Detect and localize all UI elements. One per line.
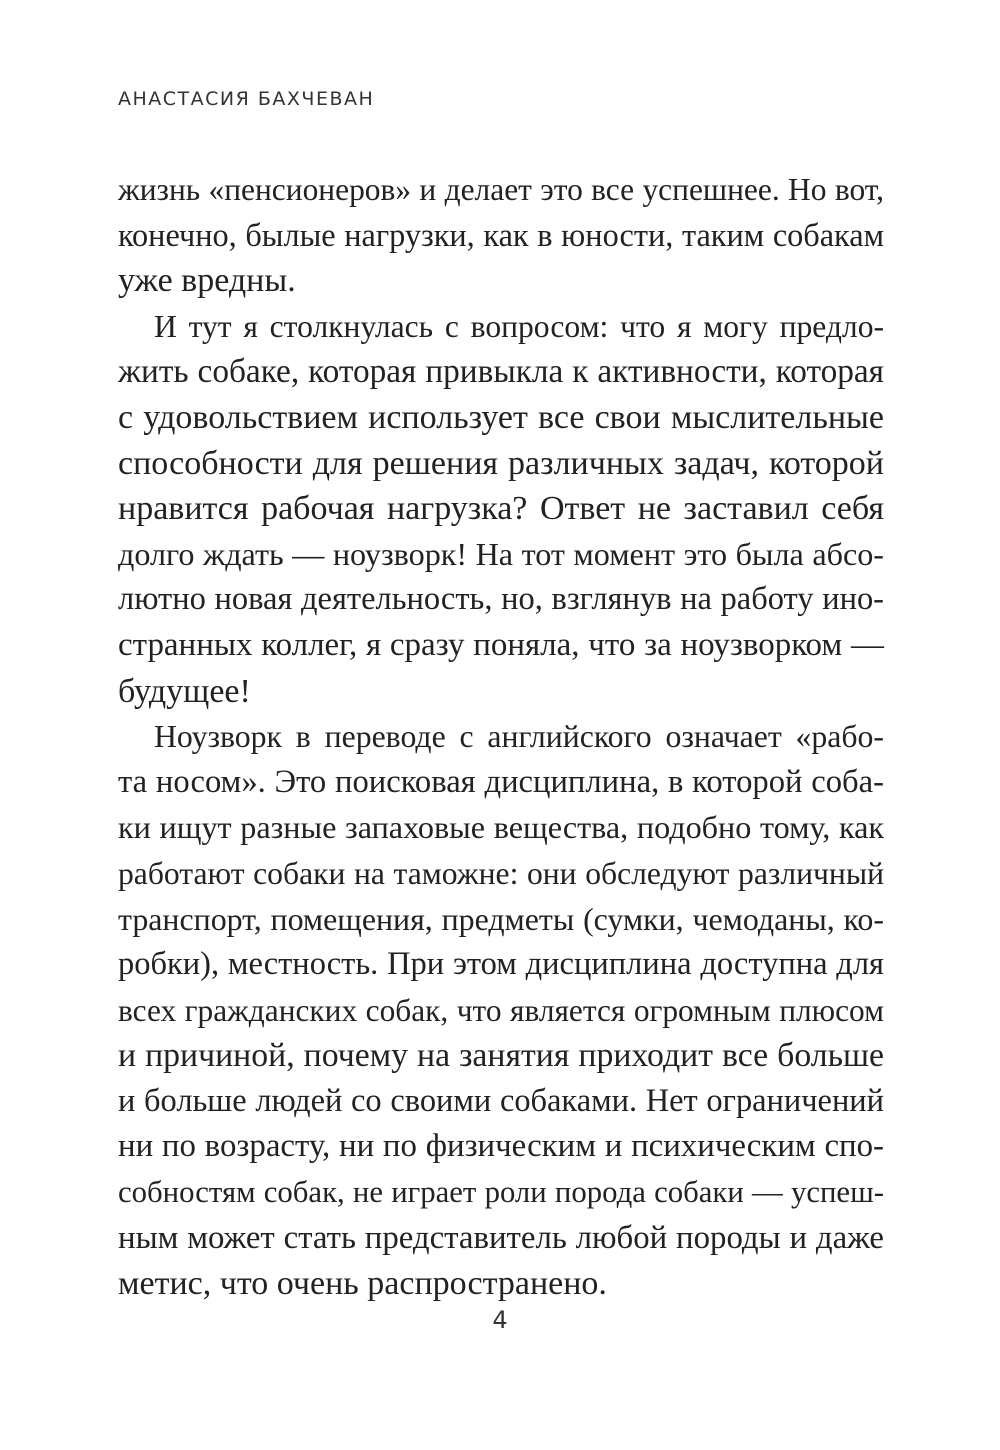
text-line: работают собаки на таможне: они обследуют различный: [118, 855, 884, 891]
text-line: конечно, былые нагрузки, как в юности, таким собакам: [118, 216, 884, 253]
text-line: всех гражданских собак, что является огромным плюсом: [118, 992, 884, 1028]
text-line: ным может стать представитель любой породы и даже: [118, 1219, 884, 1256]
text-line: нравится рабочая нагрузка? Ответ не заставил себя: [118, 490, 884, 528]
text-line: робки), местность. При этом дисциплина доступна для: [118, 946, 884, 983]
paragraph-2: [118, 304, 884, 714]
paragraph-1: [118, 167, 884, 304]
text-line: метис, что очень распространено.: [118, 1265, 607, 1303]
text-line: будущее!: [118, 672, 251, 710]
text-line: И тут я столкнулась с вопросом: что я могу предло-: [154, 308, 884, 344]
text-line: жить собаке, которая привыкла к активности, которая: [118, 353, 884, 391]
text-line: с удовольствием использует все свои мыслительные: [118, 398, 884, 436]
text-line: Ноузворк в переводе с английского означает «рабо-: [154, 719, 884, 755]
text-line: и причиной, почему на занятия приходит все больше: [118, 1037, 884, 1075]
text-line: та носом». Это поисковая дисциплина, в которой соба-: [118, 763, 884, 800]
paragraph-3: [118, 714, 884, 1307]
text-line: уже вредны.: [118, 262, 296, 300]
text-line: лютно новая деятельность, но, взглянув на работу ино-: [118, 581, 884, 618]
text-line: способности для решения различных задач, которой: [118, 444, 884, 482]
running-head-author: АНАСТАСИЯ БАХЧЕВАН: [118, 88, 375, 110]
text-line: долго ждать — ноузворк! На тот момент это была абсо-: [118, 535, 884, 572]
text-line: странных коллег, я сразу поняла, что за ноузворком —: [118, 626, 884, 663]
page-number: 4: [492, 1306, 508, 1334]
text-line: ни по возрасту, ни по физическим и психическим спо-: [118, 1128, 884, 1165]
body-text: [118, 167, 884, 1307]
text-line: ки ищут разные запаховые вещества, подобно тому, как: [118, 809, 884, 846]
text-line: транспорт, помещения, предметы (сумки, чемоданы, ко-: [118, 901, 884, 937]
text-line: собностям собак, не играет роли порода собаки — успеш-: [118, 1175, 884, 1210]
text-line: жизнь «пенсионеров» и делает это все успешнее. Но вот,: [118, 172, 884, 207]
text-line: и больше людей со своими собаками. Нет ограничений: [118, 1082, 884, 1119]
